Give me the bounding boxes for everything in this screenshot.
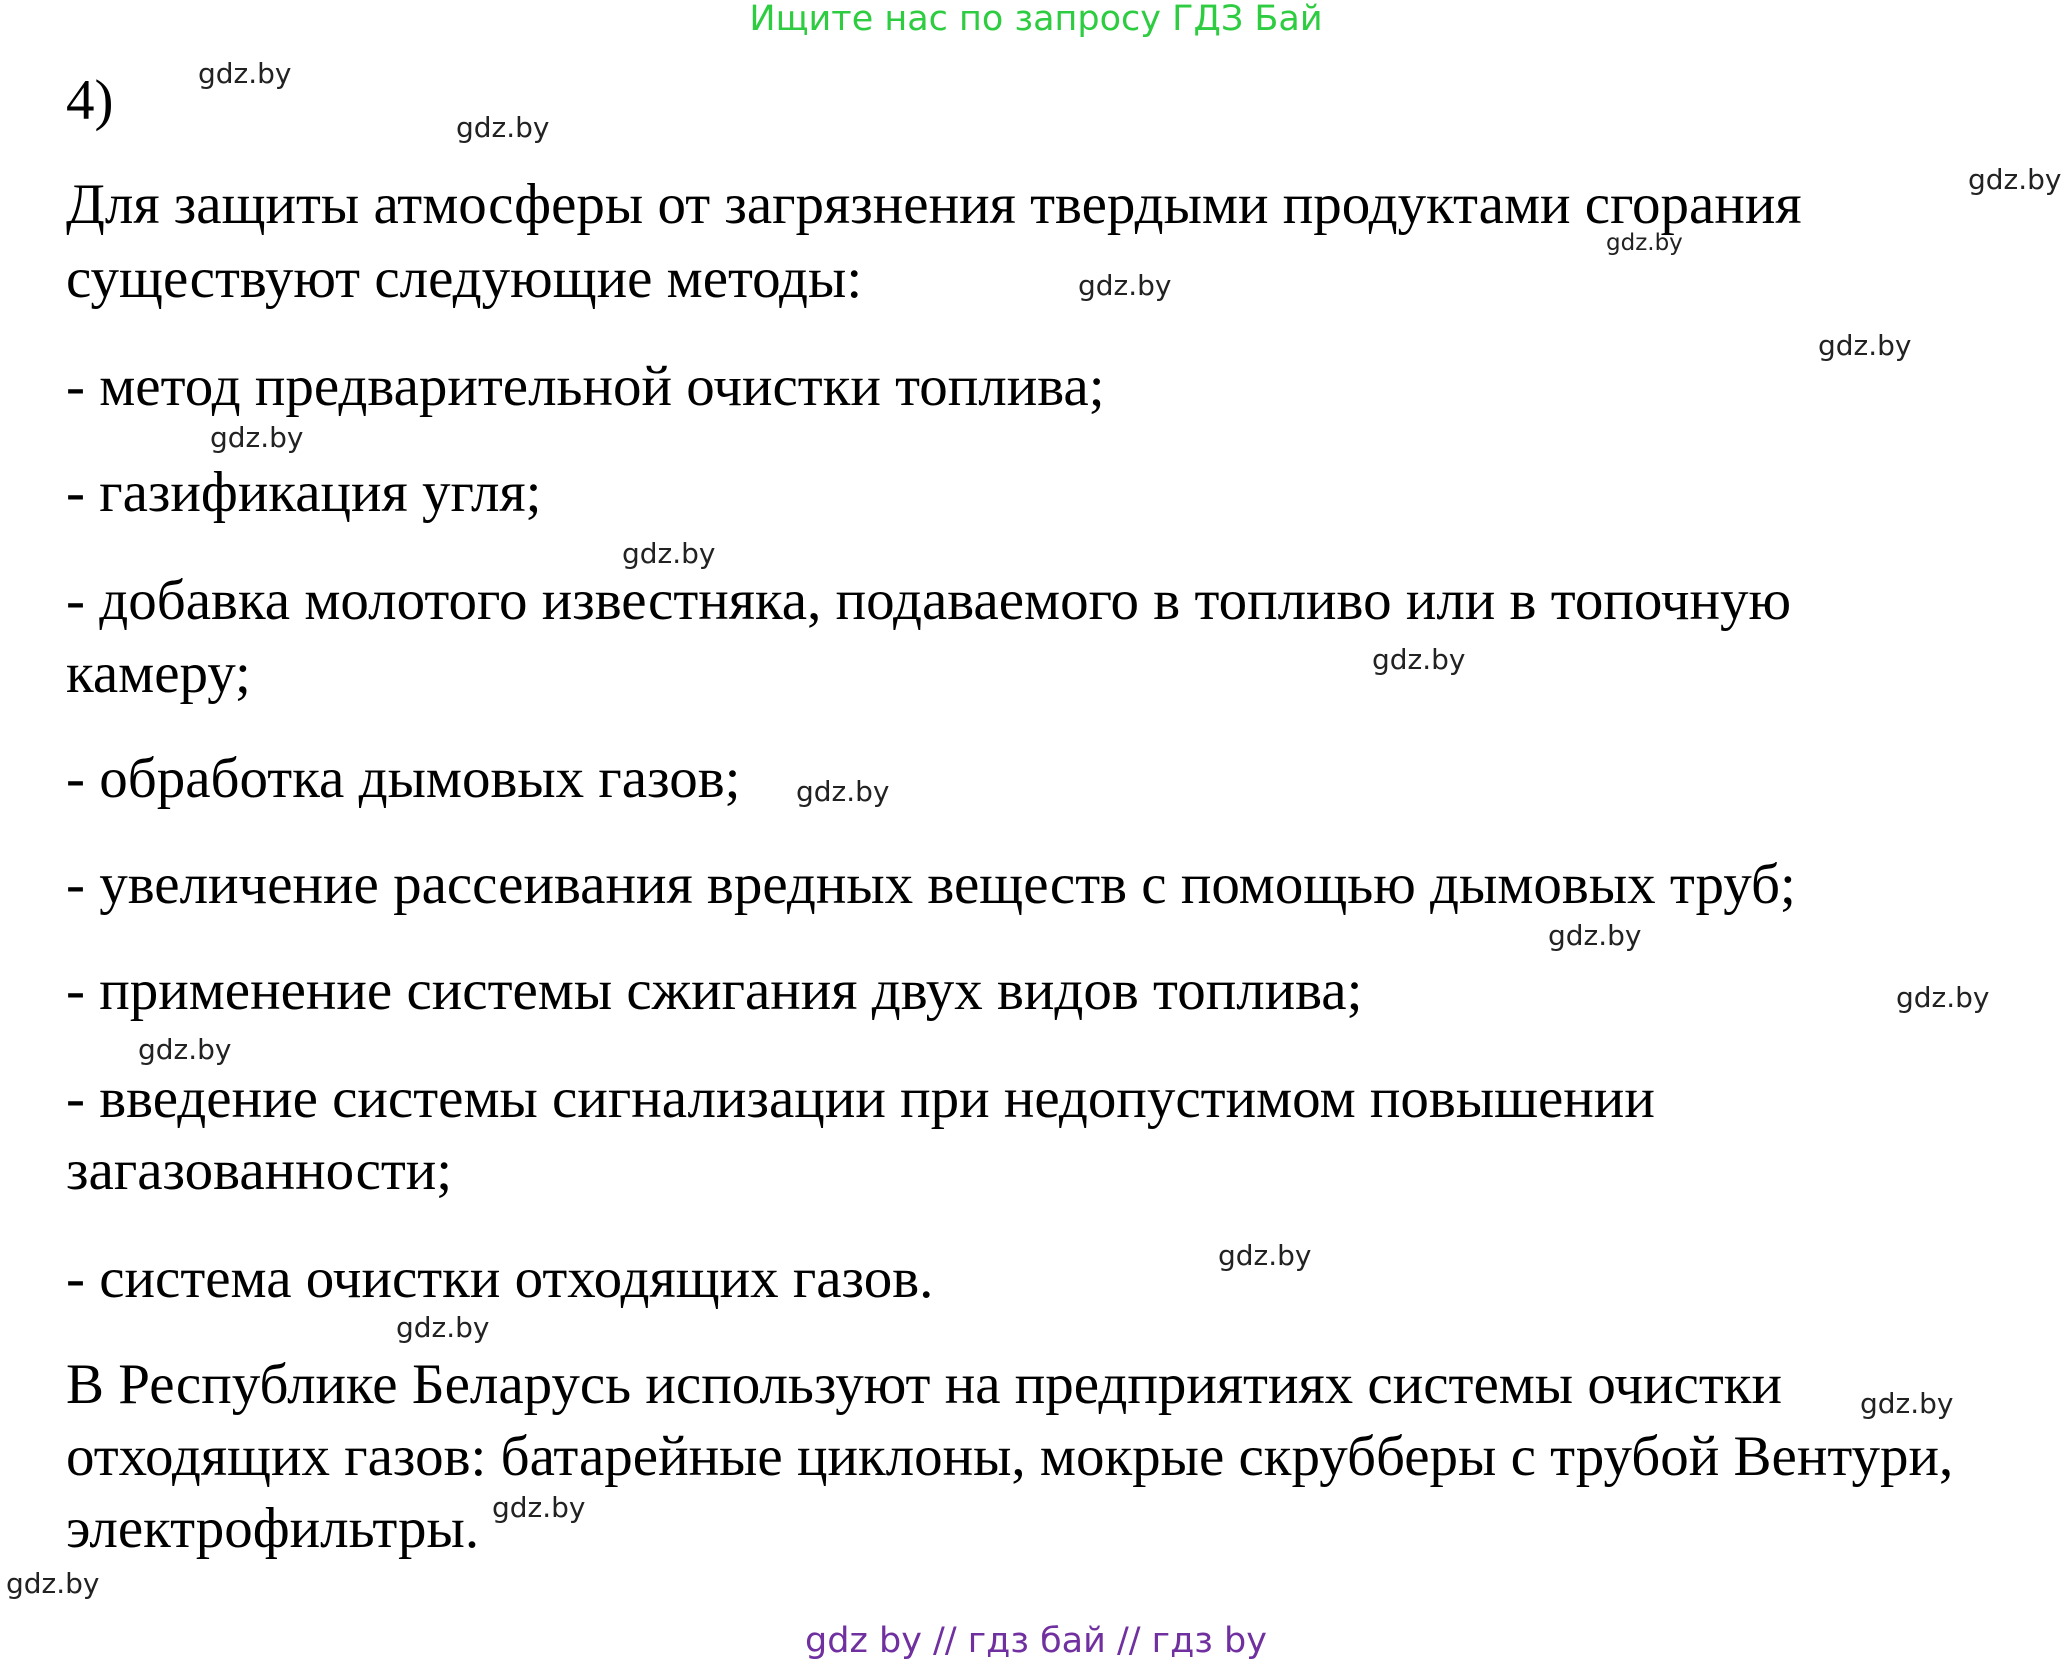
watermark: gdz.by [622, 537, 716, 570]
watermark: gdz.by [796, 775, 890, 808]
footer-banner: gdz by // гдз бай // гдз by [805, 1621, 1267, 1661]
watermark: gdz.by [1818, 329, 1912, 362]
watermark: gdz.by [492, 1491, 586, 1524]
intro-line-1: Для защиты атмосферы от загрязнения твердыми продуктами сгорания [66, 173, 1802, 236]
watermark: gdz.by [1968, 163, 2062, 196]
list-item-8: - система очистки отходящих газов. [66, 1247, 934, 1310]
watermark: gdz.by [396, 1311, 490, 1344]
header-banner: Ищите нас по запросу ГДЗ Бай [749, 0, 1323, 39]
watermark: gdz.by [6, 1567, 100, 1600]
watermark: gdz.by [1860, 1387, 1954, 1420]
watermark: gdz.by [138, 1033, 232, 1066]
list-item-5: - увеличение рассеивания вредных веществ с помощью дымовых труб; [66, 853, 1796, 916]
conclusion-line-3: электрофильтры. [66, 1497, 480, 1560]
watermark: gdz.by [198, 57, 292, 90]
list-item-6: - применение системы сжигания двух видов топлива; [66, 959, 1363, 1022]
watermark: gdz.by [1606, 230, 1683, 256]
list-item-7: - введение системы сигнализации при недопустимом повышении [66, 1067, 1655, 1130]
list-item-1: - метод предварительной очистки топлива; [66, 355, 1105, 418]
watermark: gdz.by [1218, 1239, 1312, 1272]
watermark: gdz.by [1078, 269, 1172, 302]
list-item-7-continued: загазованности; [66, 1139, 453, 1202]
conclusion-line-2: отходящих газов: батарейные циклоны, мокрые скрубберы с трубой Вентури, [66, 1425, 1954, 1488]
conclusion-line-1: В Республике Беларусь используют на предприятиях системы очистки [66, 1353, 1782, 1416]
list-item-3-continued: камеру; [66, 642, 251, 705]
watermark: gdz.by [456, 111, 550, 144]
task-number: 4) [66, 69, 114, 132]
list-item-4: - обработка дымовых газов; [66, 747, 741, 810]
watermark: gdz.by [1372, 643, 1466, 676]
list-item-2: - газификация угля; [66, 461, 542, 524]
watermark: gdz.by [1896, 981, 1990, 1014]
list-item-3: - добавка молотого известняка, подаваемого в топливо или в топочную [66, 569, 1792, 632]
intro-line-2: существуют следующие методы: [66, 247, 863, 310]
watermark: gdz.by [210, 421, 304, 454]
watermark: gdz.by [1548, 919, 1642, 952]
